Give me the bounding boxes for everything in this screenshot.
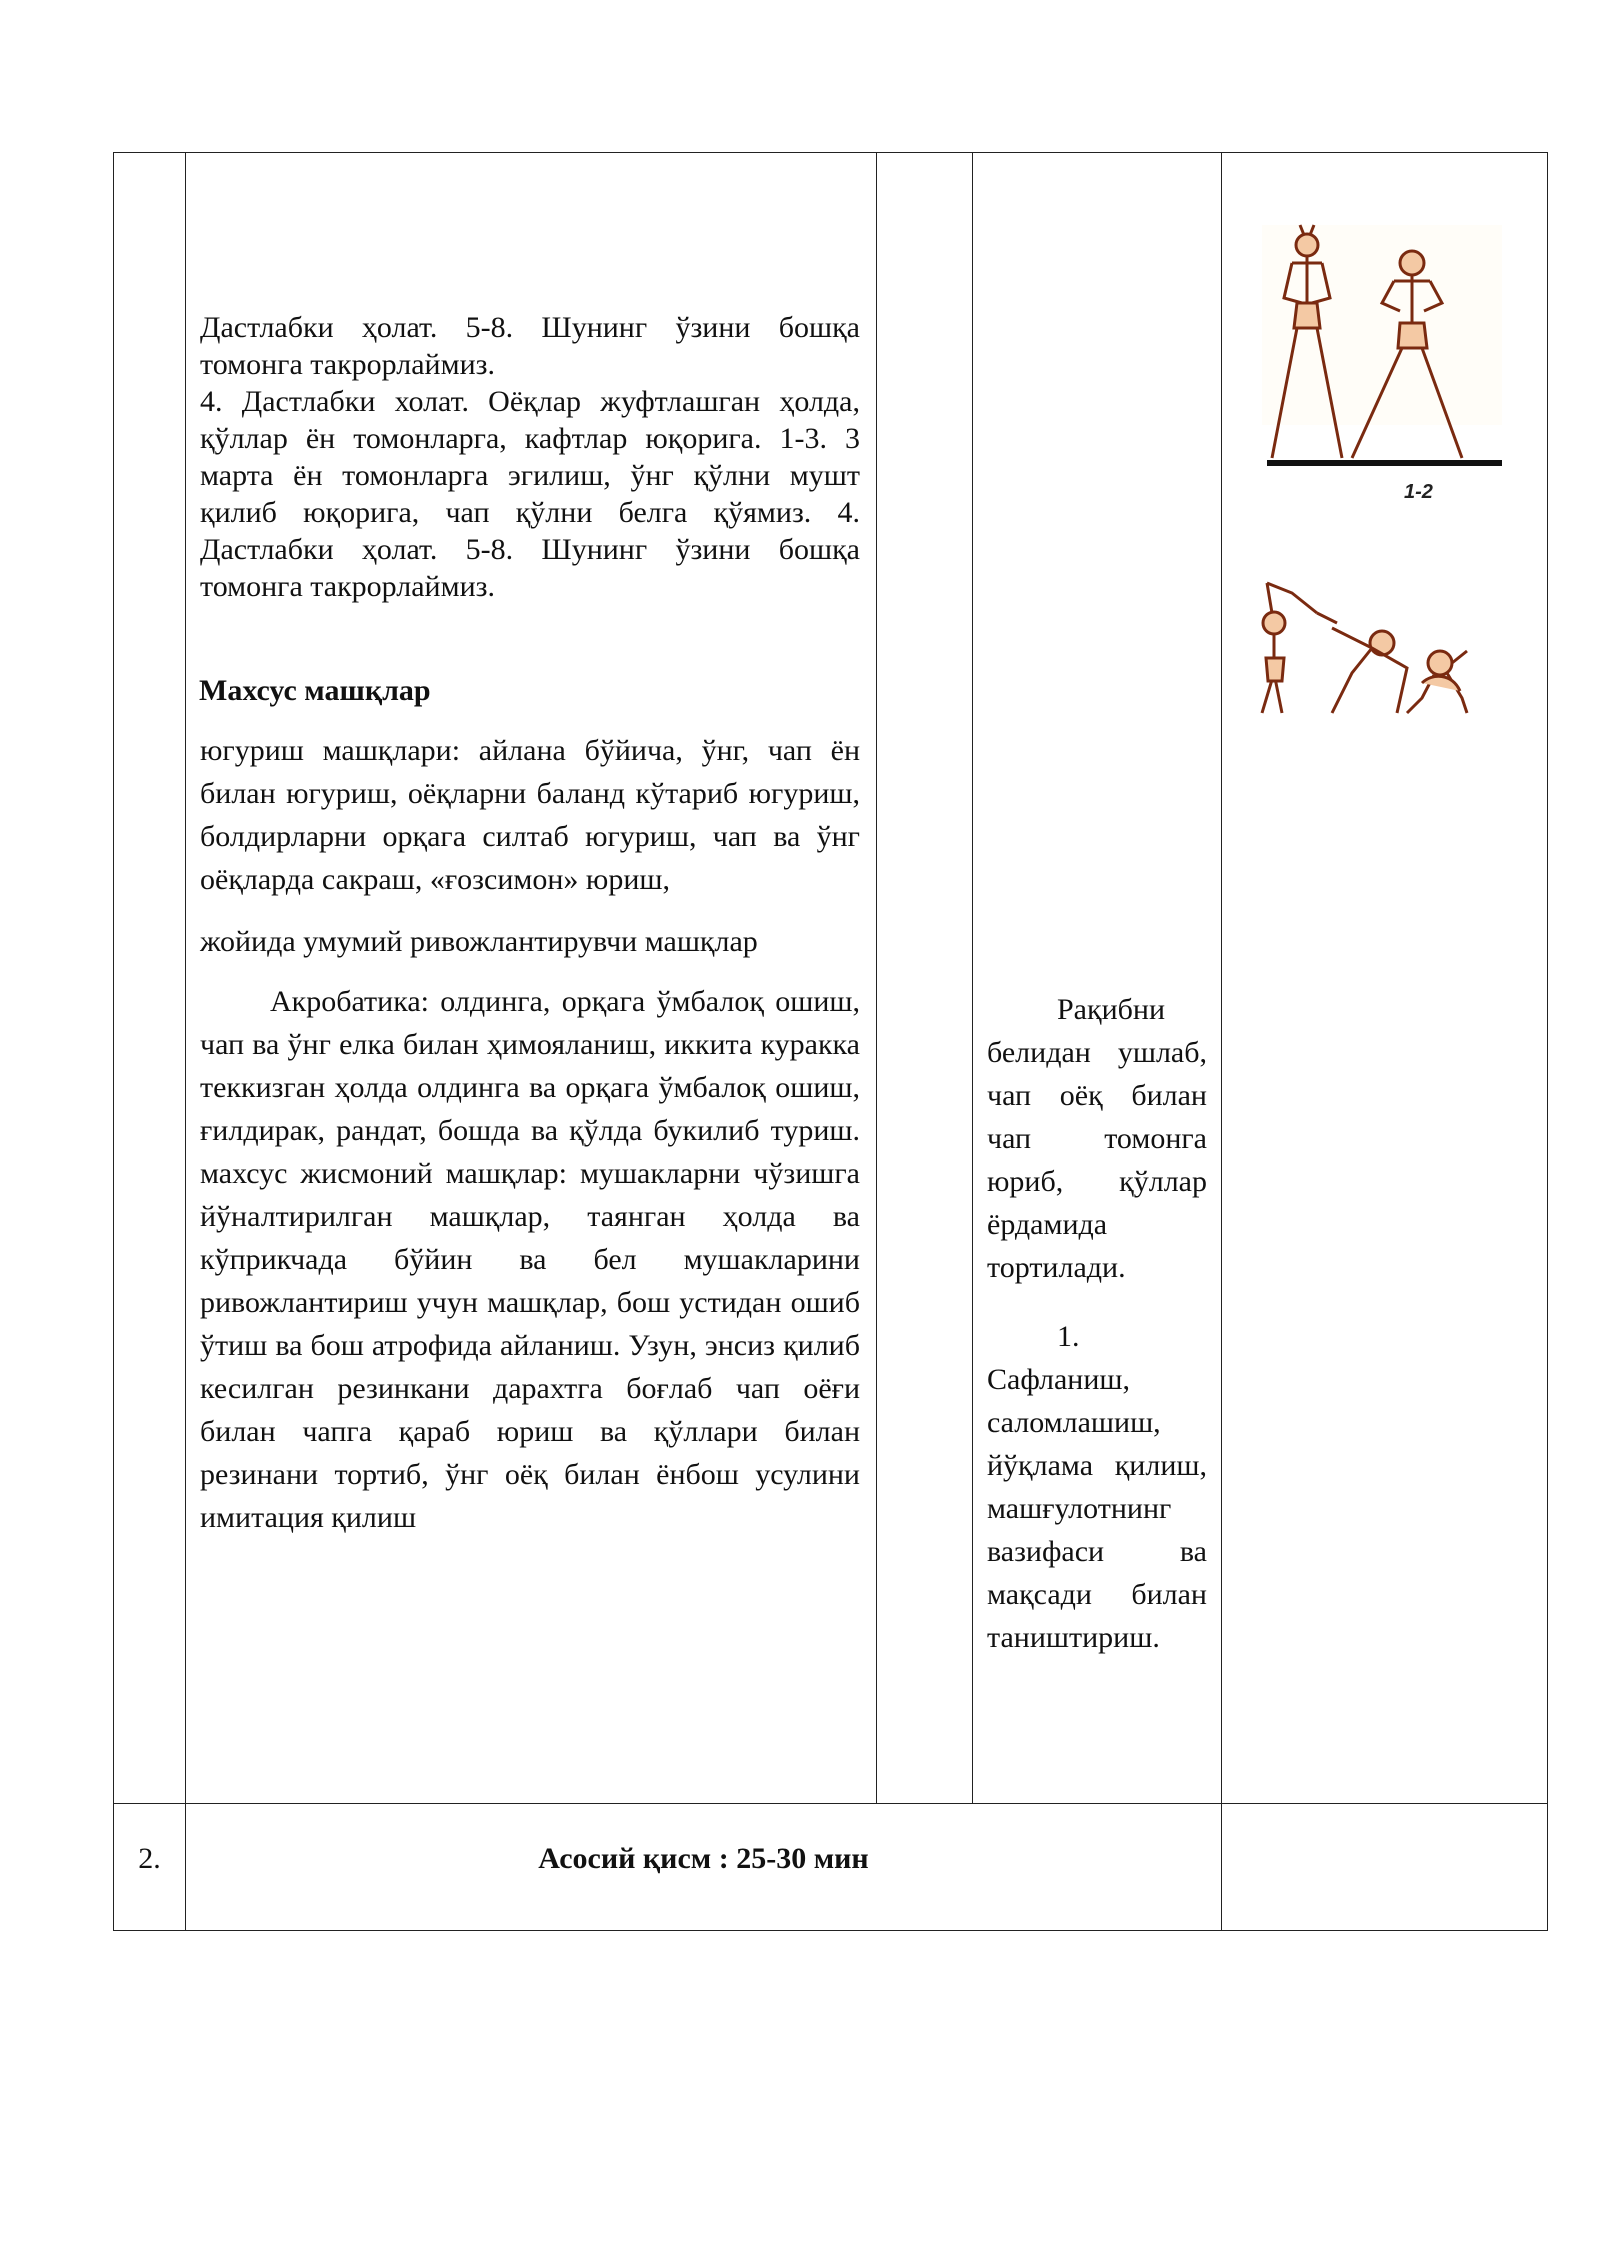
running-exercises-text: югуриш машқлари: айлана бўйича, ўнг, чап ён билан югуриш, оёқларни баланд кўтариб югуриш, болдирларни орқага силтаб югуриш, чап ва ўнг оёқларда сакраш, «ғозсимон» юриш, xyxy=(200,734,860,896)
general-exercises-text: жойида умумий ривожлантирувчи машқлар xyxy=(200,925,758,958)
table-row xyxy=(114,1804,1548,1931)
standing-figures-illustration xyxy=(1262,225,1502,463)
exercise-illustrations xyxy=(1222,153,1547,1798)
main-part-title: Асосий қисм : 25-30 мин xyxy=(538,1842,869,1875)
intro-text-1: Дастлабки ҳолат. 5-8. Шунинг ўзини бошқа томонга такрорлаймиз. xyxy=(200,311,860,381)
row-number: 2. xyxy=(138,1842,161,1875)
main-part-cell xyxy=(186,1804,1222,1931)
section-heading: Махсус машқлар xyxy=(199,674,431,707)
dosage-cell xyxy=(877,153,973,1804)
empty-cell xyxy=(1222,1804,1548,1931)
note-text-1: Рақибни белидан ушлаб, чап оёқ билан чап томонга юриб, қўллар ёрдамида тортилади. xyxy=(987,993,1207,1284)
number-cell xyxy=(114,153,186,1804)
content-cell xyxy=(186,153,877,1804)
intro-text-2: 4. Дастлабки холат. Оёқлар жуфтлашган ҳолда, қўллар ён томонларга, кафтлар юқорига. 1-3. 3 марта ён томонларга эгилиш, ўнг қўлни мушт қилиб юқорига, чап қўлни белга қўямиз. 4. Дастлабки ҳолат. 5-8. Шунинг ўзини бошқа томонга такрорлаймиз. xyxy=(200,385,860,603)
bending-figures-illustration xyxy=(1262,583,1467,713)
notes-cell xyxy=(973,153,1222,1804)
acrobatics-text: Акробатика: олдинга, орқага ўмбалоқ ошиш, чап ва ўнг елка билан ҳимояланиш, иккита куракка теккизган ҳолда олдинга ва орқага ўмбалоқ ошиш, ғилдирак, рандат, бошда ва қўлда букилиб туриш. махсус жисмоний машқлар: мушакларни чўзишга йўналтирилган машқлар, таянган ҳолда ва кўприкчада бўйин ва бел мушакларини ривожлантириш учун машқлар, бош устидан ошиб ўтиш ва бош атрофида айланиш. Узун, энсиз қилиб кесилган резинкани дарахтга боғлаб чап оёғи билан чапга қараб юриш ва қўллари билан резинани тортиб, ўнг оёқ билан ёнбош усулини имитация қилиш xyxy=(200,985,860,1534)
figure-caption: 1-2 xyxy=(1404,481,1433,503)
table-row xyxy=(114,153,1548,1804)
lesson-plan-table xyxy=(113,152,1548,1931)
number-cell xyxy=(114,1804,186,1931)
note-text-2: 1. Сафланиш, саломлашиш, йўқлама қилиш, машғулотнинг вазифаси ва мақсади билан таништириш. xyxy=(987,1320,1207,1654)
illustration-cell xyxy=(1222,153,1548,1804)
